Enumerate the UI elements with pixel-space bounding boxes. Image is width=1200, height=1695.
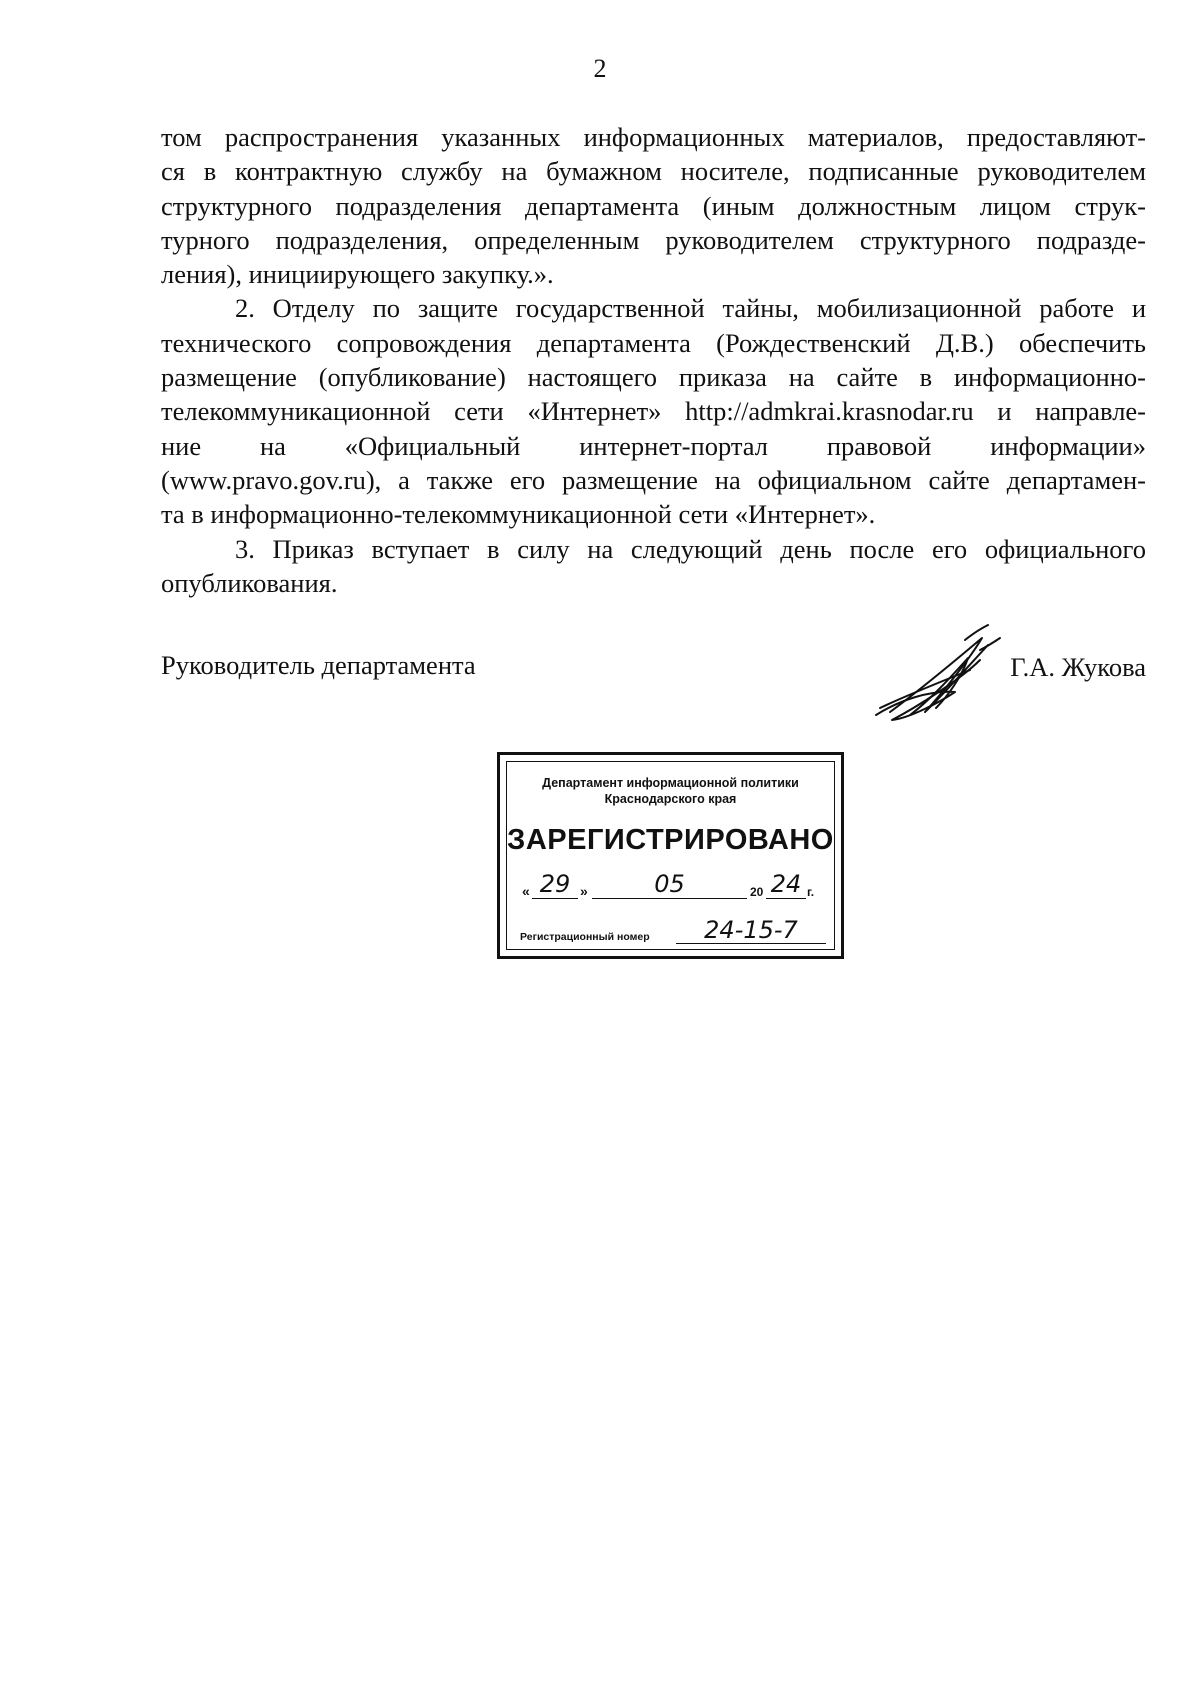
body-line: опубликования.	[161, 567, 338, 598]
body-line: та в информационно-телекоммуникационной сети «Интернет».	[161, 499, 876, 530]
body-line: 2. Отделу по защите государственной тайны, мобилизационной работе и	[235, 293, 1146, 324]
body-line: технического сопровождения департамента (Рождественский Д.В.) обеспечить	[161, 327, 1146, 358]
body-line: ся в контрактную службу на бумажном носителе, подписанные руководителем	[161, 156, 1146, 187]
stamp-reg-label: Регистрационный номер	[520, 931, 650, 943]
stamp-year-unit: г.	[807, 885, 815, 899]
signer-name: Г.А. Жукова	[1010, 652, 1146, 682]
body-line: 3. Приказ вступает в силу на следующий день после его официального	[235, 533, 1146, 564]
registration-stamp	[497, 752, 844, 959]
stamp-open-quote: «	[522, 883, 530, 899]
stamp-department	[500, 775, 841, 807]
stamp-day: 29	[532, 873, 578, 899]
body-line: ние на «Официальный интернет-портал правовой информации»	[161, 430, 1146, 461]
stamp-registration-row	[520, 916, 830, 945]
body-line: размещение (опубликование) настоящего приказа на сайте в информационно-	[161, 362, 1146, 393]
stamp-close-quote: »	[580, 883, 588, 899]
stamp-date-row	[522, 870, 822, 903]
stamp-title: ЗАРЕГИСТРИРОВАНО	[507, 824, 834, 856]
signer-position: Руководитель департамента	[161, 650, 476, 680]
stamp-year-suffix: 24	[766, 873, 806, 899]
document-body	[161, 120, 1146, 600]
body-line: ления), инициирующего закупку.».	[161, 259, 554, 290]
stamp-department-name: Департамент информационной политики	[542, 776, 799, 790]
body-line: телекоммуникационной сети «Интернет» http://admkrai.krasnodar.ru и направле-	[161, 396, 1146, 427]
stamp-region: Краснодарского края	[604, 792, 737, 806]
body-line: том распространения указанных информационных материалов, предоставляют-	[161, 122, 1146, 152]
body-line: (www.pravo.gov.ru), а также его размещение на официальном сайте департамен-	[161, 464, 1146, 495]
body-line: структурного подразделения департамента (иным должностным лицом струк-	[161, 190, 1146, 221]
stamp-year-prefix: 20	[750, 885, 764, 899]
stamp-month: 05	[592, 873, 747, 899]
page-number: 2	[593, 54, 607, 83]
body-line: турного подразделения, определенным руководителем структурного подразде-	[161, 224, 1146, 255]
handwritten-signature-icon	[870, 620, 1020, 735]
stamp-reg-number: 24-15-7	[676, 919, 826, 944]
